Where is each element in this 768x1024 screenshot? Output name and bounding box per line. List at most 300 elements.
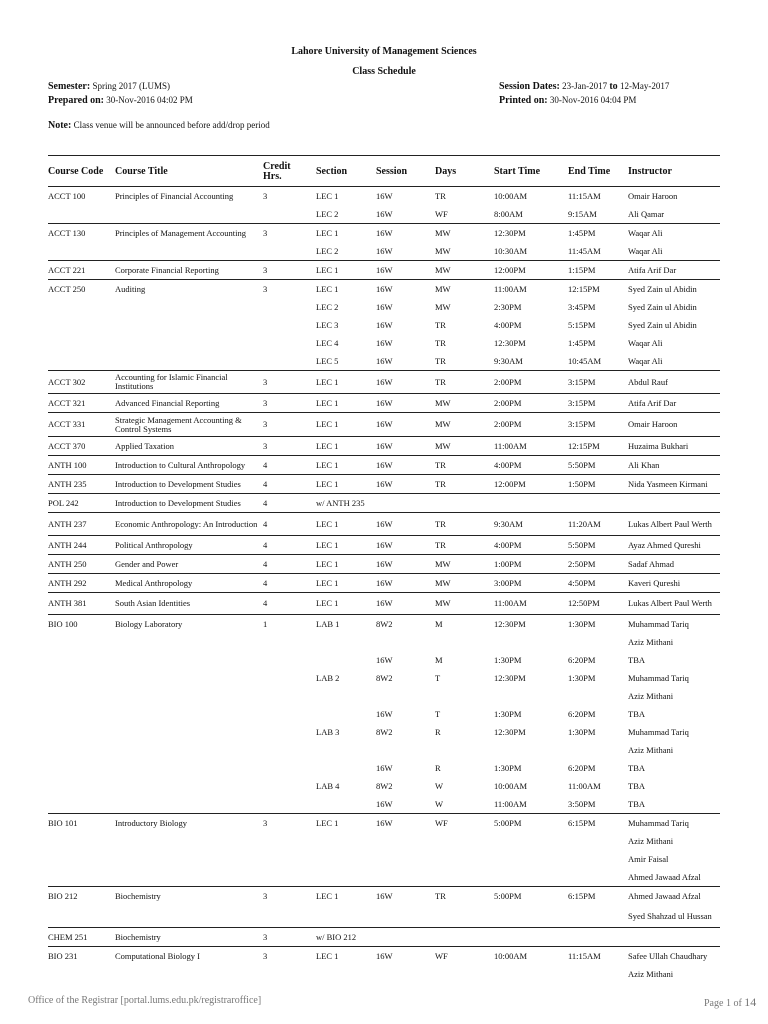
start-time-cell — [494, 633, 566, 651]
end-time-cell: 1:30PM — [568, 672, 596, 683]
credit-hrs-cell — [263, 795, 303, 813]
credit-hrs-cell: 3 — [263, 264, 268, 275]
table-row — [48, 687, 720, 705]
table-row — [48, 370, 720, 393]
credit-hrs-cell: 4 — [263, 577, 268, 588]
instructor-cell: TBA — [628, 654, 645, 665]
instructor-cell: Amir Faisal — [628, 853, 669, 864]
end-time-cell — [568, 905, 626, 927]
printed-value: 30-Nov-2016 04:04 PM — [549, 95, 637, 105]
course-title-cell: Corporate Financial Reporting — [115, 264, 219, 275]
table-row — [48, 614, 720, 633]
section-cell — [316, 965, 374, 983]
course-code-cell: ANTH 235 — [48, 478, 87, 489]
course-code-cell — [48, 965, 114, 983]
section-cell: LEC 1 — [316, 478, 339, 489]
start-time-cell: 11:00AM — [494, 283, 527, 294]
session-cell: 16W — [376, 950, 393, 961]
section-cell: LEC 2 — [316, 301, 339, 312]
section-cell: LEC 1 — [316, 817, 339, 828]
session-cell: 16W — [376, 319, 393, 330]
course-code-cell: CHEM 251 — [48, 931, 88, 942]
session-cell: 16W — [376, 459, 393, 470]
course-title-cell — [115, 687, 261, 705]
course-code-cell: ANTH 381 — [48, 598, 87, 608]
end-time-cell: 1:30PM — [568, 726, 596, 737]
course-title-cell — [115, 905, 261, 927]
days-cell: WF — [435, 950, 448, 961]
credit-hrs-cell: 4 — [263, 518, 268, 529]
col-course-title: Course Title — [115, 166, 168, 177]
days-cell: MW — [435, 419, 451, 429]
course-title-cell — [115, 669, 261, 687]
instructor-cell: Ahmed Jawaad Afzal — [628, 871, 701, 882]
credit-hrs-cell: 4 — [263, 598, 268, 608]
note-label: Note: — [48, 120, 72, 131]
end-time-cell: 3:15PM — [568, 376, 596, 387]
course-code-cell — [48, 298, 114, 316]
credit-hrs-cell — [263, 905, 303, 927]
end-time-cell — [568, 850, 626, 868]
session-cell: 16W — [376, 419, 393, 429]
col-section: Section — [316, 166, 348, 177]
course-code-cell — [48, 205, 114, 223]
credit-hrs-cell — [263, 850, 303, 868]
days-cell: MW — [435, 440, 451, 451]
session-cell: 8W2 — [376, 780, 393, 791]
session-cell — [376, 687, 432, 705]
page-total: 14 — [744, 995, 757, 1009]
session-cell: 16W — [376, 301, 393, 312]
end-time-cell: 2:50PM — [568, 558, 596, 569]
days-cell: M — [435, 654, 443, 665]
note-text: Class venue will be announced before add/drop period — [73, 120, 270, 130]
section-cell: LEC 2 — [316, 208, 339, 219]
section-cell — [316, 905, 374, 927]
instructor-cell: Muhammad Tariq — [628, 726, 689, 737]
credit-hrs-cell — [263, 352, 303, 370]
table-row — [48, 412, 720, 436]
table-row — [48, 493, 720, 512]
section-cell: LEC 1 — [316, 283, 339, 294]
credit-hrs-cell — [263, 687, 303, 705]
table-row — [48, 554, 720, 573]
instructor-cell: Ayaz Ahmed Qureshi — [628, 539, 701, 550]
instructor-cell: Syed Zain ul Abidin — [628, 301, 697, 312]
table-row — [48, 633, 720, 651]
session-cell: 16W — [376, 264, 393, 275]
end-time-cell — [568, 633, 626, 651]
end-time-cell: 6:20PM — [568, 762, 596, 773]
course-title-cell — [115, 352, 261, 370]
credit-hrs-cell: 3 — [263, 397, 268, 408]
session-cell — [376, 494, 432, 512]
start-time-cell — [494, 850, 566, 868]
credit-hrs-cell: 4 — [263, 478, 268, 489]
days-cell — [435, 928, 491, 946]
section-cell: LEC 1 — [316, 518, 339, 529]
days-cell: T — [435, 672, 441, 683]
instructor-cell: Waqar Ali — [628, 337, 663, 348]
course-code-cell — [48, 723, 114, 741]
days-cell: M — [435, 618, 443, 629]
section-cell — [316, 759, 374, 777]
instructor-cell: Atifa Arif Dar — [628, 397, 677, 408]
section-cell: LAB 3 — [316, 726, 340, 737]
table-row — [48, 573, 720, 592]
session-dates-label: Session Dates: — [499, 81, 560, 92]
section-cell — [316, 741, 374, 759]
start-time-cell — [494, 832, 566, 850]
section-cell: w/ ANTH 235 — [316, 497, 365, 508]
course-code-cell — [48, 687, 114, 705]
days-cell: TR — [435, 518, 446, 529]
start-time-cell: 4:00PM — [494, 459, 522, 470]
session-cell — [376, 965, 432, 983]
instructor-cell: Syed Zain ul Abidin — [628, 283, 697, 294]
course-title-cell: Biology Laboratory — [115, 618, 183, 629]
section-cell: LEC 1 — [316, 950, 339, 961]
instructor-cell: Ali Khan — [628, 459, 660, 470]
credit-hrs-cell — [263, 832, 303, 850]
table-row — [48, 868, 720, 886]
instructor-cell: Waqar Ali — [628, 355, 663, 366]
end-time-cell: 11:00AM — [568, 780, 601, 791]
start-time-cell: 8:00AM — [494, 208, 523, 219]
table-row — [48, 279, 720, 298]
start-time-cell: 10:00AM — [494, 780, 528, 791]
start-time-cell: 11:00AM — [494, 798, 527, 809]
course-code-cell — [48, 777, 114, 795]
instructor-cell: Aziz Mithani — [628, 744, 674, 755]
days-cell: MW — [435, 245, 451, 256]
table-row — [48, 242, 720, 260]
instructor-cell: Aziz Mithani — [628, 968, 674, 979]
end-time-cell: 5:50PM — [568, 459, 596, 470]
days-cell: MW — [435, 577, 451, 588]
end-time-cell — [568, 965, 626, 983]
section-cell: LEC 5 — [316, 355, 339, 366]
end-time-cell: 11:45AM — [568, 245, 601, 256]
instructor-cell: TBA — [628, 708, 645, 719]
credit-hrs-cell: 3 — [263, 440, 268, 451]
course-title-cell: Introduction to Development Studies — [115, 478, 241, 489]
course-title-cell: Introduction to Cultural Anthropology — [115, 459, 246, 470]
schedule-table-body — [48, 186, 720, 983]
days-cell — [435, 905, 491, 927]
end-time-cell — [568, 868, 626, 886]
end-time-cell — [568, 928, 626, 946]
start-time-cell: 1:30PM — [494, 708, 522, 719]
session-cell: 16W — [376, 577, 393, 588]
course-code-cell — [48, 741, 114, 759]
end-time-cell: 6:15PM — [568, 817, 596, 828]
course-title-cell — [115, 205, 261, 223]
session-cell: 16W — [376, 376, 393, 387]
course-code-cell: POL 242 — [48, 497, 79, 508]
course-code-cell — [48, 334, 114, 352]
days-cell: TR — [435, 459, 446, 470]
end-time-cell: 1:45PM — [568, 227, 596, 238]
credit-hrs-cell — [263, 669, 303, 687]
section-cell: LAB 4 — [316, 780, 340, 791]
end-time-cell: 6:15PM — [568, 890, 596, 901]
section-cell: LEC 1 — [316, 890, 339, 901]
start-time-cell: 10:00AM — [494, 190, 528, 201]
days-cell: TR — [435, 376, 446, 387]
course-title-cell — [115, 242, 261, 260]
end-time-cell: 11:15AM — [568, 950, 601, 961]
session-cell: 8W2 — [376, 618, 393, 629]
instructor-cell — [628, 928, 724, 946]
course-title-cell: Biochemistry — [115, 931, 161, 942]
session-cell — [376, 868, 432, 886]
course-title-cell — [115, 777, 261, 795]
course-title-cell: Economic Anthropology: An Introduction — [115, 518, 258, 529]
session-cell: 16W — [376, 227, 393, 238]
start-time-cell: 9:30AM — [494, 355, 523, 366]
start-time-cell: 5:00PM — [494, 890, 522, 901]
session-cell: 16W — [376, 245, 393, 256]
credit-hrs-cell: 3 — [263, 931, 268, 942]
end-time-cell: 11:20AM — [568, 518, 601, 529]
section-cell — [316, 651, 374, 669]
end-time-cell: 12:15PM — [568, 440, 600, 451]
table-row — [48, 436, 720, 455]
days-cell: MW — [435, 558, 451, 569]
col-end-time: End Time — [568, 166, 611, 177]
course-title-cell — [115, 741, 261, 759]
end-time-cell — [568, 687, 626, 705]
course-code-cell — [48, 316, 114, 334]
start-time-cell: 12:30PM — [494, 337, 526, 348]
end-time-cell: 1:15PM — [568, 264, 596, 275]
course-title-cell: Applied Taxation — [115, 440, 174, 451]
col-credit-hrs — [263, 158, 291, 186]
session-cell — [376, 832, 432, 850]
start-time-cell: 12:30PM — [494, 672, 526, 683]
section-cell: LEC 1 — [316, 264, 339, 275]
course-code-cell: BIO 231 — [48, 950, 78, 961]
section-cell — [316, 850, 374, 868]
section-cell — [316, 795, 374, 813]
instructor-cell: Nida Yasmeen Kirmani — [628, 478, 708, 489]
col-start-time: Start Time — [494, 166, 541, 177]
days-cell: TR — [435, 355, 446, 366]
instructor-cell: Ali Qamar — [628, 208, 665, 219]
session-cell: 16W — [376, 558, 393, 569]
start-time-cell: 12:30PM — [494, 726, 526, 737]
session-dates-line — [499, 81, 669, 92]
session-cell: 8W2 — [376, 726, 393, 737]
instructor-cell: Safee Ullah Chaudhary — [628, 950, 708, 961]
credit-hrs-cell — [263, 759, 303, 777]
page-label: Page 1 of — [704, 998, 742, 1009]
course-title-cell: Principles of Management Accounting — [115, 227, 247, 238]
table-row — [48, 832, 720, 850]
section-cell — [316, 868, 374, 886]
session-cell: 16W — [376, 598, 393, 608]
credit-hrs-cell: 3 — [263, 890, 268, 901]
session-cell: 16W — [376, 190, 393, 201]
session-cell: 16W — [376, 654, 393, 665]
credit-hrs-cell: 3 — [263, 283, 268, 294]
course-code-cell: ACCT 221 — [48, 264, 86, 275]
section-cell — [316, 687, 374, 705]
instructor-cell: Aziz Mithani — [628, 835, 674, 846]
end-time-cell — [568, 494, 626, 512]
credit-hrs-cell: 3 — [263, 376, 268, 387]
table-row — [48, 393, 720, 412]
section-cell: LAB 1 — [316, 618, 340, 629]
session-cell — [376, 850, 432, 868]
instructor-cell: Aziz Mithani — [628, 636, 674, 647]
instructor-cell: Omair Haroon — [628, 190, 678, 201]
course-title-cell: Strategic Management Accounting & Control Systems — [115, 414, 242, 434]
days-cell — [435, 850, 491, 868]
section-cell — [316, 633, 374, 651]
start-time-cell: 12:30PM — [494, 618, 526, 629]
instructor-cell — [628, 494, 724, 512]
days-cell — [435, 633, 491, 651]
table-row — [48, 352, 720, 370]
start-time-cell: 1:00PM — [494, 558, 522, 569]
end-time-cell: 1:45PM — [568, 337, 596, 348]
table-row — [48, 795, 720, 813]
session-cell: 16W — [376, 708, 393, 719]
course-title-cell: Introductory Biology — [115, 817, 188, 828]
days-cell: TR — [435, 539, 446, 550]
course-code-cell: ACCT 130 — [48, 227, 86, 238]
prepared-label: Prepared on: — [48, 95, 105, 106]
instructor-cell: Ahmed Jawaad Afzal — [628, 890, 701, 901]
end-time-cell: 9:15AM — [568, 208, 597, 219]
course-code-cell — [48, 242, 114, 260]
table-row — [48, 260, 720, 279]
days-cell: R — [435, 762, 441, 773]
course-title-cell — [115, 316, 261, 334]
table-row — [48, 535, 720, 554]
start-time-cell: 12:00PM — [494, 478, 526, 489]
course-title-cell — [115, 334, 261, 352]
start-time-cell: 12:30PM — [494, 227, 526, 238]
section-cell — [316, 705, 374, 723]
table-row — [48, 592, 720, 614]
table-row — [48, 316, 720, 334]
start-time-cell — [494, 868, 566, 886]
instructor-cell: Muhammad Tariq — [628, 618, 689, 629]
credit-hrs-cell: 1 — [263, 618, 268, 629]
end-time-cell: 6:20PM — [568, 654, 596, 665]
registrar-footer: Office of the Registrar [portal.lums.edu.pk/registraroffice] — [28, 995, 262, 1006]
section-cell: LEC 1 — [316, 577, 339, 588]
credit-hrs-cell — [263, 242, 303, 260]
start-time-cell — [494, 687, 566, 705]
course-code-cell — [48, 651, 114, 669]
session-cell — [376, 905, 432, 927]
table-row — [48, 334, 720, 352]
days-cell — [435, 868, 491, 886]
days-cell — [435, 832, 491, 850]
session-cell — [376, 633, 432, 651]
course-title-cell: Computational Biology I — [115, 950, 200, 961]
start-time-cell: 11:00AM — [494, 598, 527, 608]
instructor-cell: Atifa Arif Dar — [628, 264, 677, 275]
end-time-cell: 6:20PM — [568, 708, 596, 719]
end-time-cell: 12:15PM — [568, 283, 600, 294]
start-time-cell: 2:30PM — [494, 301, 522, 312]
end-time-cell: 1:30PM — [568, 618, 596, 629]
session-cell: 16W — [376, 762, 393, 773]
course-title-cell: Principles of Financial Accounting — [115, 190, 234, 201]
end-time-cell: 1:50PM — [568, 478, 596, 489]
course-code-cell — [48, 905, 114, 927]
credit-hrs-cell — [263, 633, 303, 651]
course-title-cell: Introduction to Development Studies — [115, 497, 241, 508]
col-days: Days — [435, 166, 457, 177]
start-time-cell: 1:30PM — [494, 762, 522, 773]
end-time-cell — [568, 832, 626, 850]
section-cell: LEC 1 — [316, 598, 339, 608]
course-code-cell — [48, 352, 114, 370]
instructor-cell: Waqar Ali — [628, 245, 663, 256]
credit-hrs-cell — [263, 334, 303, 352]
days-cell: MW — [435, 598, 451, 608]
table-row — [48, 759, 720, 777]
session-cell: 8W2 — [376, 672, 393, 683]
table-row — [48, 723, 720, 741]
col-credit-line1: Credit — [263, 161, 291, 172]
credit-hrs-cell — [263, 965, 303, 983]
course-title-cell — [115, 965, 261, 983]
end-time-cell: 3:15PM — [568, 397, 596, 408]
credit-hrs-cell: 3 — [263, 950, 268, 961]
instructor-cell: TBA — [628, 798, 645, 809]
section-cell — [316, 832, 374, 850]
session-cell: 16W — [376, 208, 393, 219]
start-time-cell: 11:00AM — [494, 440, 527, 451]
instructor-cell: Sadaf Ahmad — [628, 558, 675, 569]
section-cell: LEC 1 — [316, 440, 339, 451]
start-time-cell: 3:00PM — [494, 577, 522, 588]
instructor-cell: Lukas Albert Paul Werth — [628, 598, 712, 608]
end-time-cell: 10:45AM — [568, 355, 602, 366]
session-cell: 16W — [376, 798, 393, 809]
col-credit-line2: Hrs. — [263, 171, 282, 182]
start-time-cell — [494, 905, 566, 927]
start-time-cell: 2:00PM — [494, 397, 522, 408]
days-cell: MW — [435, 283, 451, 294]
credit-hrs-cell — [263, 205, 303, 223]
start-time-cell: 10:00AM — [494, 950, 528, 961]
instructor-cell: Lukas Albert Paul Werth — [628, 518, 712, 529]
end-time-cell: 3:15PM — [568, 419, 596, 429]
prepared-value: 30-Nov-2016 04:02 PM — [106, 95, 193, 105]
col-instructor: Instructor — [628, 166, 672, 177]
table-row — [48, 886, 720, 905]
table-row — [48, 946, 720, 965]
col-course-code: Course Code — [48, 166, 104, 177]
course-code-cell: BIO 101 — [48, 817, 78, 828]
course-code-cell — [48, 795, 114, 813]
days-cell — [435, 741, 491, 759]
start-time-cell — [494, 741, 566, 759]
section-cell: LEC 3 — [316, 319, 339, 330]
table-row — [48, 705, 720, 723]
section-cell: LEC 1 — [316, 376, 339, 387]
table-row — [48, 777, 720, 795]
col-session: Session — [376, 166, 408, 177]
